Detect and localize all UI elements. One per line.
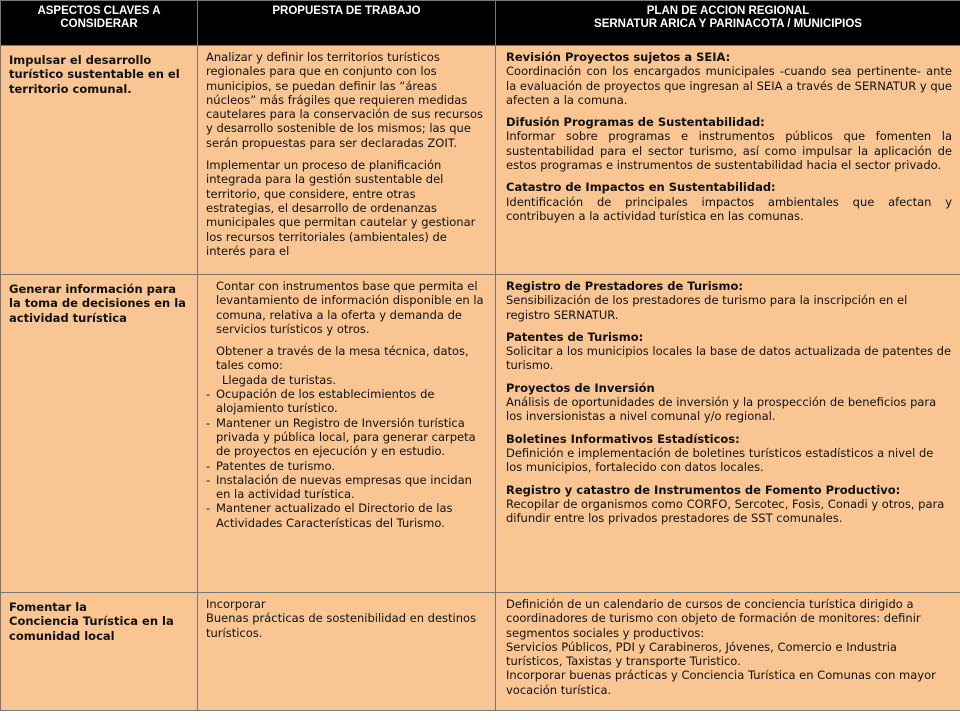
proposal-paragraph: Buenas prácticas de sostenibilidad en destinos turísticos. — [206, 611, 477, 640]
plan-item — [506, 432, 952, 475]
plan-item — [506, 381, 952, 424]
plan-cell — [496, 46, 960, 275]
plan-item-title: Proyectos de Inversión — [506, 380, 655, 395]
plan-paragraph: Servicios Públicos, PDI y Carabineros, Jóvenes, Comercio e Industria turísticos, Taxistas y transporte Turistico. — [506, 639, 897, 669]
key-aspect-text: Fomentar la — [9, 600, 87, 614]
proposal-list-item: - Mantener un Registro de Inversión turística privada y pública local, para generar carpeta de proyectos en ejecución y en estudio. — [206, 416, 487, 459]
proposal-paragraph: Implementar un proceso de planificación integrada para la gestión sustentable del territorio, que considere, entre otras estrategias, el desarrollo de ordenanzas municipales que permitan cautelar y gestionar los recursos territoriales (ambientales) de interés para el — [206, 158, 476, 258]
proposal-cell — [198, 593, 496, 711]
proposal-list-item: - Ocupación de los establecimientos de alojamiento turístico. — [206, 387, 487, 416]
proposal-cell — [198, 275, 496, 593]
plan-item-text: Coordinación con los encargados municipales -cuando sea pertinente- ante la evaluación de proyectos que ingresan al SEIA a través de SERNATUR y que afecten a la comuna. — [506, 64, 952, 107]
plan-item — [506, 279, 952, 322]
key-aspect-cell — [1, 46, 198, 275]
header-row — [1, 1, 960, 46]
plan-item-text: Identificación de principales impactos ambientales que afectan y contribuyen a la actividad turística en las comunas. — [506, 194, 952, 223]
plan-cell — [496, 593, 960, 711]
plan-item-text: Análisis de oportunidades de inversión y la prospección de beneficios para los inversionistas a nivel comunal y/o regional. — [506, 395, 937, 424]
table-row — [1, 275, 960, 593]
header-text: SERNATUR ARICA Y PARINACOTA / MUNICIPIOS — [594, 18, 862, 30]
plan-cell — [496, 275, 960, 593]
plan-item-title: Registro y catastro de Instrumentos de Fomento Productivo: — [506, 482, 901, 497]
proposal-cell — [198, 46, 496, 275]
plan-item-title: Revisión Proyectos sujetos a SEIA: — [506, 50, 731, 64]
key-aspect-text: Impulsar el desarrollo turístico sustentable en el territorio comunal. — [9, 53, 180, 96]
header-text: ASPECTOS CLAVES A — [37, 5, 161, 17]
plan-item-text: Solicitar a los municipios locales la base de datos actualizada de patentes de turismo. — [506, 344, 952, 373]
header-key-aspects — [1, 1, 198, 46]
plan-paragraph: Definición de un calendario de cursos de conciencia turística dirigido a coordinadores de turismo con objeto de formación de monitores: definir segmentos sociales y productivos: — [506, 597, 921, 640]
plan-item — [506, 330, 952, 373]
proposal-list-item: - Instalación de nuevas empresas que incidan en la actividad turística. — [206, 473, 487, 502]
proposal-paragraph: Contar con instrumentos base que permita el levantamiento de información disponible en la comuna, relativa a la oferta y demanda de servicios turísticos y otros. — [216, 279, 484, 336]
key-aspect-text: Conciencia Turística en la comunidad local — [9, 614, 174, 643]
header-text: CONSIDERAR — [60, 18, 138, 30]
header-plan — [496, 1, 960, 46]
plan-item — [506, 180, 952, 223]
proposal-list — [206, 387, 487, 530]
plan-item-text: Recopilar de organismos como CORFO, Sercotec, Fosis, Conadi y otros, para difundir entre los privados prestadores de SST comunales. — [506, 496, 945, 526]
plan-item — [506, 483, 952, 526]
header-text: PROPUESTA DE TRABAJO — [272, 5, 421, 17]
key-aspect-text: Generar información para la toma de decisiones en la actividad turística — [9, 282, 186, 325]
proposal-list-item: - Mantener actualizado el Directorio de las Actividades Características del Turismo. — [206, 501, 487, 530]
plan-item-title: Catastro de Impactos en Sustentabilidad: — [506, 180, 776, 195]
header-text: PLAN DE ACCION REGIONAL — [646, 5, 810, 17]
plan-item-title: Patentes de Turismo: — [506, 329, 644, 344]
header-proposal — [198, 1, 496, 46]
plan-item — [506, 115, 952, 172]
table-row — [1, 593, 960, 711]
proposal-paragraph: Obtener a través de la mesa técnica, datos, tales como: — [216, 344, 469, 373]
plan-item-title: Boletines Informativos Estadísticos: — [506, 431, 740, 446]
proposal-list-item: Llegada de turistas. — [222, 372, 336, 387]
proposal-list-item: - Patentes de turismo. — [206, 459, 487, 473]
key-aspect-cell — [1, 275, 198, 593]
plan-item — [506, 50, 952, 107]
proposal-paragraph: Incorporar — [206, 597, 266, 611]
plan-item-text: Definición e implementación de boletines turísticos estadísticos a nivel de los municipios, fortalecido con datos locales. — [506, 445, 934, 475]
plan-item-text: Informar sobre programas e instrumentos públicos que fomenten la sustentabilidad para el sector turismo, así como impulsar la aplicación de estos programas e instrumentos de sustentabilidad hacia el sector privado. — [506, 129, 952, 173]
proposal-paragraph: Analizar y definir los territorios turísticos regionales para que en conjunto con los municipios, se puedan definir las “áreas núcleos” más frágiles que requieren medidas cautelares para la conservación de sus recursos y desarrollo sostenible de los mismos; las que serán propuestas para ser declaradas ZOIT. — [206, 50, 484, 150]
plan-item-text: Sensibilización de los prestadores de turismo para la inscripción en el registro SERNATUR. — [506, 293, 908, 322]
plan-paragraph: Incorporar buenas prácticas y Conciencia Turística en Comunas con mayor vocación turística. — [506, 668, 936, 697]
plan-item-title: Registro de Prestadores de Turismo: — [506, 279, 743, 293]
table-row — [1, 46, 960, 275]
key-aspect-cell — [1, 593, 198, 711]
plan-item-title: Difusión Programas de Sustentabilidad: — [506, 115, 765, 130]
